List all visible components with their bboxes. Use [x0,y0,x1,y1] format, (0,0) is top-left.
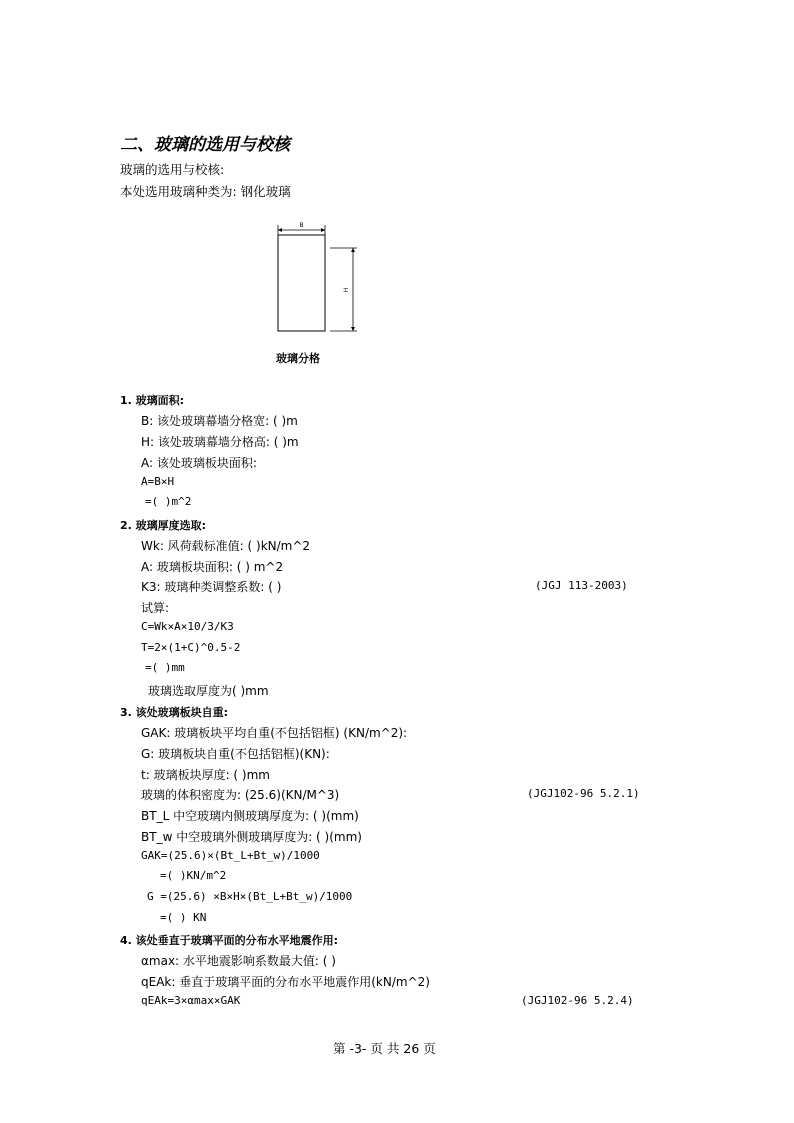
qeak-formula: qEAk=3×αmax×GAK [141,994,241,1007]
trial-label: 试算: [141,601,170,615]
intro-line-1: 玻璃的选用与校核: [120,162,225,177]
intro-line-2: 本处选用玻璃种类为: 钢化玻璃 [120,184,291,199]
alpha-max-line: αmax: 水平地震影响系数最大值: ( ) [141,954,336,968]
panel-area-line: A: 该处玻璃板块面积: [141,456,257,470]
page-heading: 二、玻璃的选用与校核 [120,135,290,155]
t-formula: T=2×(1+C)^0.5-2 [141,641,241,654]
g-formula: G =(25.6) ×B×H×(Bt_L+Bt_w)/1000 [147,890,353,903]
section-1-title: 1. 玻璃面积: [120,394,185,407]
wind-load-line: Wk: 风荷载标准值: ( )kN/m^2 [141,539,311,553]
panel-width-line: B: 该处玻璃幕墙分格宽: ( )m [141,414,298,428]
chosen-thickness-line: 玻璃选取厚度为( )mm [148,684,269,698]
outer-glass-line: BT_w 中空玻璃外侧玻璃厚度为: ( )(mm) [141,830,362,844]
density-reference: (JGJ102-96 5.2.1) [527,787,640,800]
gak-formula: GAK=(25.6)×(Bt_L+Bt_w)/1000 [141,849,320,862]
area-formula: A=B×H [141,475,175,488]
height-dimension-label: H [343,287,350,293]
page-footer: 第 -3- 页 共 26 页 [333,1041,436,1056]
section-4-title: 4. 该处垂直于玻璃平面的分布水平地震作用: [120,934,339,947]
g-result: =( ) KN [160,911,207,924]
figure-caption: 玻璃分格 [276,352,320,365]
density-line: 玻璃的体积密度为: (25.6)(KN/M^3) [141,788,340,802]
section-2-title: 2. 玻璃厚度选取: [120,519,207,532]
width-dimension-label: B [299,222,304,229]
gak-definition: GAK: 玻璃板块平均自重(不包括铝框) (KN/m^2): [141,726,408,740]
inner-glass-line: BT_L 中空玻璃内侧玻璃厚度为: ( )(mm) [141,809,359,823]
g-definition: G: 玻璃板块自重(不包括铝框)(KN): [141,747,330,761]
gak-result: =( )KN/m^2 [160,869,227,882]
qeak-reference: (JGJ102-96 5.2.4) [521,994,634,1007]
glass-area-line: A: 玻璃板块面积: ( ) m^2 [141,560,284,574]
thickness-result: =( )mm [145,661,185,674]
area-result: =( )m^2 [145,495,192,508]
k3-reference: (JGJ 113-2003) [535,579,628,592]
thickness-definition: t: 玻璃板块厚度: ( )mm [141,768,270,782]
panel-height-line: H: 该处玻璃幕墙分格高: ( )m [141,435,299,449]
glass-panel-diagram [270,215,370,340]
k3-factor-line: K3: 玻璃种类调整系数: ( ) [141,580,282,594]
section-3-title: 3. 该处玻璃板块自重: [120,706,229,719]
qeak-definition: qEAk: 垂直于玻璃平面的分布水平地震作用(kN/m^2) [141,975,430,989]
c-formula: C=Wk×A×10/3/K3 [141,620,234,633]
